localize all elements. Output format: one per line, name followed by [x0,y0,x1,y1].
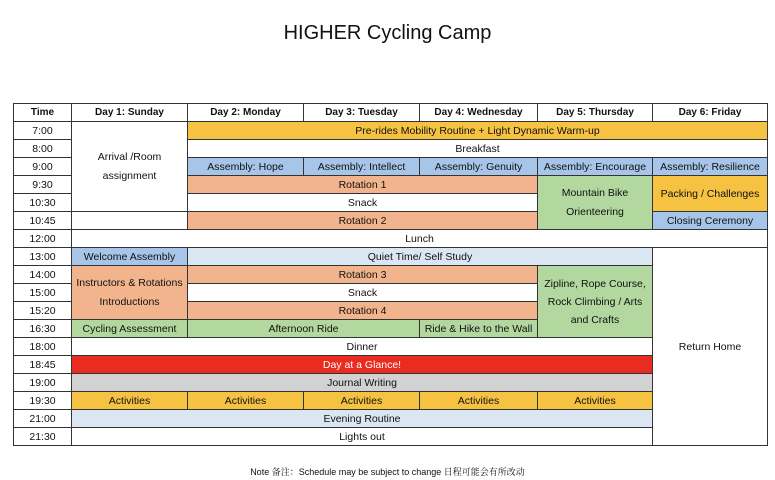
header-time: Time [14,104,72,122]
rotation-3-cell: Rotation 3 [188,266,538,284]
time-cell: 21:30 [14,428,72,446]
cycling-assessment-cell: Cycling Assessment [72,320,188,338]
empty-cell [72,212,188,230]
snack-pm-cell: Snack [188,284,538,302]
activities-cell: Activities [304,392,420,410]
time-cell: 8:00 [14,140,72,158]
header-day6: Day 6: Friday [653,104,768,122]
time-cell: 15:20 [14,302,72,320]
activities-cell: Activities [72,392,188,410]
page-title: HIGHER Cycling Camp [283,22,492,44]
time-cell: 10:30 [14,194,72,212]
rotation-4-cell: Rotation 4 [188,302,538,320]
assembly-resilience-cell: Assembly: Resilience [653,158,768,176]
arrival-cell: Arrival /Room assignment [72,122,188,212]
time-cell: 12:00 [14,230,72,248]
table-row [14,122,768,140]
zipline-cell: Zipline, Rope Course, Rock Climbing / Arts and Crafts [538,266,653,338]
time-cell: 10:45 [14,212,72,230]
evening-routine-cell: Evening Routine [72,410,653,428]
assembly-intellect-cell: Assembly: Intellect [304,158,420,176]
header-day3: Day 3: Tuesday [304,104,420,122]
lunch-cell: Lunch [72,230,768,248]
activities-cell: Activities [538,392,653,410]
header-row [14,104,768,122]
time-cell: 16:30 [14,320,72,338]
mountain-bike-cell: Mountain Bike Orienteering [538,176,653,230]
header-day1: Day 1: Sunday [72,104,188,122]
rotation-2-cell: Rotation 2 [188,212,538,230]
time-cell: 19:30 [14,392,72,410]
closing-ceremony-cell: Closing Ceremony [653,212,768,230]
activities-cell: Activities [188,392,304,410]
table-row [14,230,768,248]
time-cell: 18:45 [14,356,72,374]
assembly-encourage-cell: Assembly: Encourage [538,158,653,176]
time-cell: 9:00 [14,158,72,176]
time-cell: 18:00 [14,338,72,356]
return-home-cell: Return Home [653,248,768,446]
quiet-time-cell: Quiet Time/ Self Study [188,248,653,266]
warmup-cell: Pre-rides Mobility Routine + Light Dynamic Warm-up [188,122,768,140]
schedule-note: Note 备注：Schedule may be subject to change 日程可能会有所改动 [250,467,525,477]
time-cell: 13:00 [14,248,72,266]
journal-cell: Journal Writing [72,374,653,392]
packing-cell: Packing / Challenges [653,176,768,212]
table-row [14,248,768,266]
time-cell: 7:00 [14,122,72,140]
schedule-table [13,103,768,446]
day-at-a-glance-cell: Day at a Glance! [72,356,653,374]
time-cell: 15:00 [14,284,72,302]
time-cell: 9:30 [14,176,72,194]
breakfast-cell: Breakfast [188,140,768,158]
assembly-genuity-cell: Assembly: Genuity [420,158,538,176]
lights-out-cell: Lights out [72,428,653,446]
header-day2: Day 2: Monday [188,104,304,122]
snack-am-cell: Snack [188,194,538,212]
table-row [14,212,768,230]
time-cell: 19:00 [14,374,72,392]
welcome-assembly-cell: Welcome Assembly [72,248,188,266]
afternoon-ride-cell: Afternoon Ride [188,320,420,338]
header-day4: Day 4: Wednesday [420,104,538,122]
header-day5: Day 5: Thursday [538,104,653,122]
rotation-1-cell: Rotation 1 [188,176,538,194]
dinner-cell: Dinner [72,338,653,356]
instructors-cell: Instructors & Rotations Introductions [72,266,188,320]
ride-hike-cell: Ride & Hike to the Wall [420,320,538,338]
time-cell: 14:00 [14,266,72,284]
activities-cell: Activities [420,392,538,410]
assembly-hope-cell: Assembly: Hope [188,158,304,176]
time-cell: 21:00 [14,410,72,428]
